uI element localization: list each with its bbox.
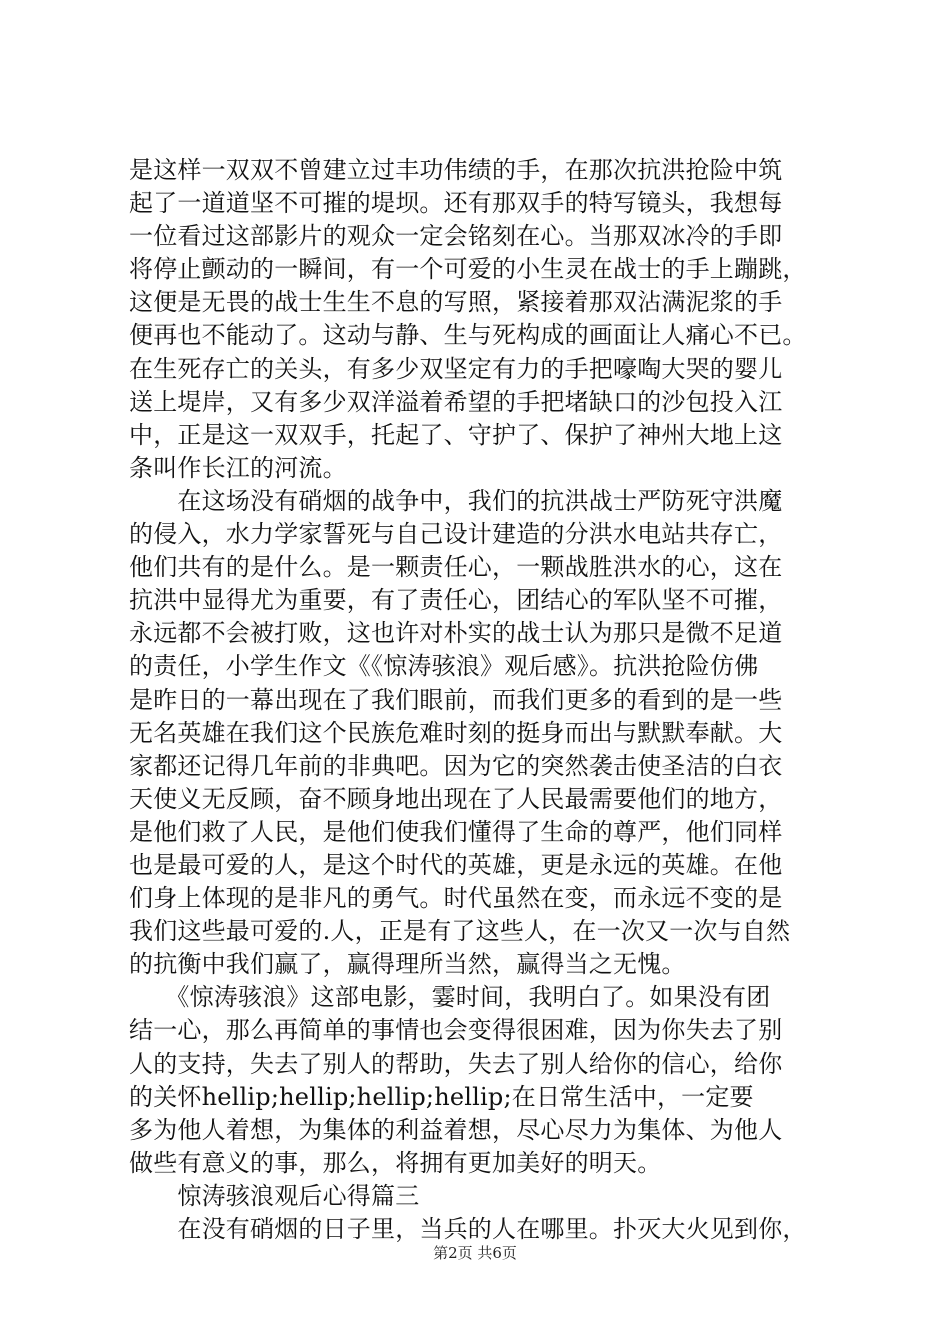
document-body [129,154,829,1246]
text-line: 无名英雄在我们这个民族危难时刻的挺身而出与默默奉献。大 [129,718,783,747]
text-line: 天使义无反顾，奋不顾身地出现在了人民最需要他们的地方， [129,784,783,813]
text-line: 家都还记得几年前的非典吧。因为它的突然袭击使圣洁的白衣 [129,751,783,780]
text-line: 的侵入，水力学家誓死与自己设计建造的分洪水电站共存亡， [129,520,783,549]
text-line: 的关怀hellip;hellip;hellip;hellip;在日常生活中，一定要 [129,1082,754,1111]
text-line: 的责任，小学生作文《《惊涛骇浪》观后感》。抗洪抢险仿佛 [129,652,759,681]
text-line: 惊涛骇浪观后心得篇三 [129,1181,420,1210]
text-line: 也是最可爱的人，是这个时代的英雄，更是永远的英雄。在他 [129,850,783,879]
text-line: 一位看过这部影片的观众一定会铭刻在心。当那双冰冷的手即 [129,222,783,251]
text-line: 起了一道道坚不可摧的堤坝。还有那双手的特写镜头，我想每 [129,189,783,218]
text-line: 将停止颤动的一瞬间，有一个可爱的小生灵在战士的手上蹦跳， [129,255,807,284]
text-line: 结一心，那么再简单的事情也会变得很困难，因为你失去了别 [129,1016,783,1045]
text-line: 他们共有的是什么。是一颗责任心，一颗战胜洪水的心，这在 [129,553,783,582]
text-line: 中，正是这一双双手，托起了、守护了、保护了神州大地上这 [129,420,783,449]
text-line: 《惊涛骇浪》这部电影，霎时间，我明白了。如果没有团 [129,983,771,1012]
text-line: 在这场没有硝烟的战争中，我们的抗洪战士严防死守洪魔 [129,486,783,515]
text-line: 人的支持，失去了别人的帮助，失去了别人给你的信心，给你 [129,1049,783,1078]
text-line: 在生死存亡的关头，有多少双坚定有力的手把嚎啕大哭的婴儿 [129,354,783,383]
text-line: 是他们救了人民，是他们使我们懂得了生命的尊严，他们同样 [129,817,783,846]
text-line: 是这样一双双不曾建立过丰功伟绩的手，在那次抗洪抢险中筑 [129,156,783,184]
text-line: 永远都不会被打败，这也许对朴实的战士认为那只是微不足道 [129,619,783,648]
text-line: 们身上体现的是非凡的勇气。时代虽然在变，而永远不变的是 [129,884,783,913]
text-line: 送上堤岸，又有多少双洋溢着希望的手把堵缺口的沙包投入江 [129,387,783,416]
text-line: 我们这些最可爱的.人，正是有了这些人，在一次又一次与自然 [129,917,791,946]
text-line: 便再也不能动了。这动与静、生与死构成的画面让人痛心不已。 [129,321,807,350]
text-line: 多为他人着想，为集体的利益着想，尽心尽力为集体、为他人 [129,1115,783,1144]
text-line: 抗洪中显得尤为重要，有了责任心，团结心的军队坚不可摧， [129,586,783,615]
text-line: 做些有意义的事，那么，将拥有更加美好的明天。 [129,1148,662,1177]
text-line: 这便是无畏的战士生生不息的写照，紧接着那双沾满泥浆的手 [129,288,783,317]
text-line: 是昨日的一幕出现在了我们眼前，而我们更多的看到的是一些 [129,685,783,714]
text-line: 的抗衡中我们赢了，赢得理所当然，赢得当之无愧。 [129,950,686,979]
text-line: 条叫作长江的河流。 [129,453,347,482]
text-line: 在没有硝烟的日子里，当兵的人在哪里。扑灭大火见到你， [129,1215,807,1243]
page-footer: 第2页 共6页 [433,1244,517,1262]
